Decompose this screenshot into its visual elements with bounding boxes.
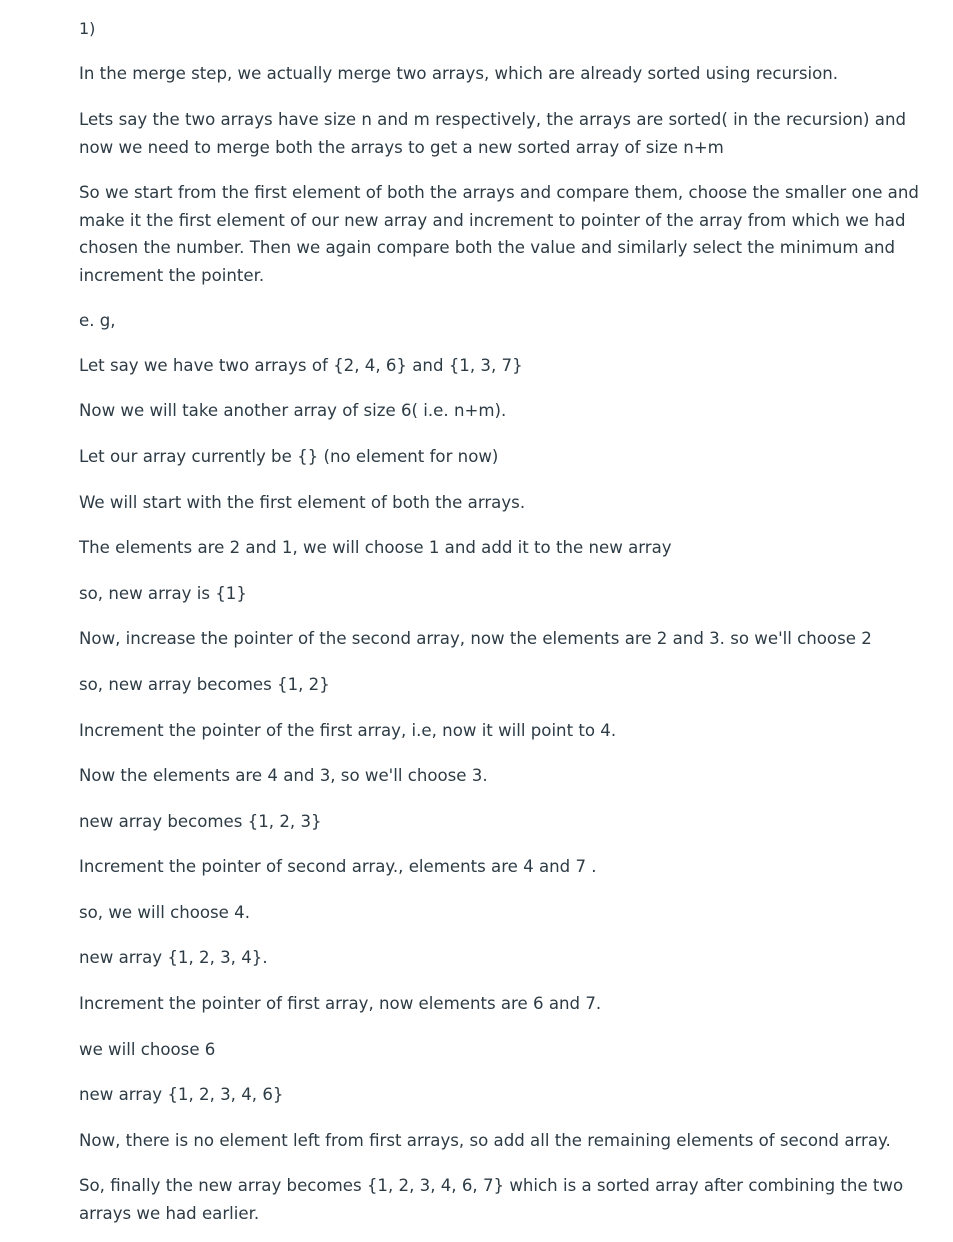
paragraph: so, new array is {1} <box>79 584 247 603</box>
paragraph: In the merge step, we actually merge two arrays, which are already sorted using recursion. <box>79 64 839 83</box>
paragraph: new array {1, 2, 3, 4}. <box>79 948 268 967</box>
paragraph: Lets say the two arrays have size n and m respectively, the arrays are sorted( in the recursion) and now we need to merge both the arrays to get a new sorted array of size n+m <box>79 110 906 157</box>
paragraph: Increment the pointer of first array, now elements are 6 and 7. <box>79 994 602 1013</box>
paragraph: new array becomes {1, 2, 3} <box>79 812 322 831</box>
paragraph: So we start from the first element of both the arrays and compare them, choose the smaller one and make it the first element of our new array and increment to pointer of the array from which we had chosen the number. Then we again compare both the value and similarly select the minimum and increment the pointer. <box>79 183 919 285</box>
paragraph: Now, increase the pointer of the second array, now the elements are 2 and 3. so we'll choose 2 <box>79 629 872 648</box>
answer-number-label: 1) <box>79 19 96 38</box>
paragraph: Let say we have two arrays of {2, 4, 6} and {1, 3, 7} <box>79 356 523 375</box>
paragraph: Now we will take another array of size 6( i.e. n+m). <box>79 401 507 420</box>
paragraph: Increment the pointer of second array., elements are 4 and 7 . <box>79 857 597 876</box>
paragraph: Let our array currently be {} (no element for now) <box>79 447 499 466</box>
paragraph: we will choose 6 <box>79 1040 216 1059</box>
paragraph: Now, there is no element left from first arrays, so add all the remaining elements of second array. <box>79 1131 891 1150</box>
paragraph: We will start with the first element of both the arrays. <box>79 493 526 512</box>
paragraph: So, finally the new array becomes {1, 2, 3, 4, 6, 7} which is a sorted array after combining the two arrays we had earlier. <box>79 1176 904 1223</box>
paragraph: so, new array becomes {1, 2} <box>79 675 330 694</box>
paragraph: e. g, <box>79 311 116 330</box>
paragraph: so, we will choose 4. <box>79 903 250 922</box>
paragraph: Now the elements are 4 and 3, so we'll choose 3. <box>79 766 488 785</box>
paragraph: new array {1, 2, 3, 4, 6} <box>79 1085 284 1104</box>
paragraph: The elements are 2 and 1, we will choose 1 and add it to the new array <box>79 538 672 557</box>
paragraph: Increment the pointer of the first array, i.e, now it will point to 4. <box>79 721 617 740</box>
